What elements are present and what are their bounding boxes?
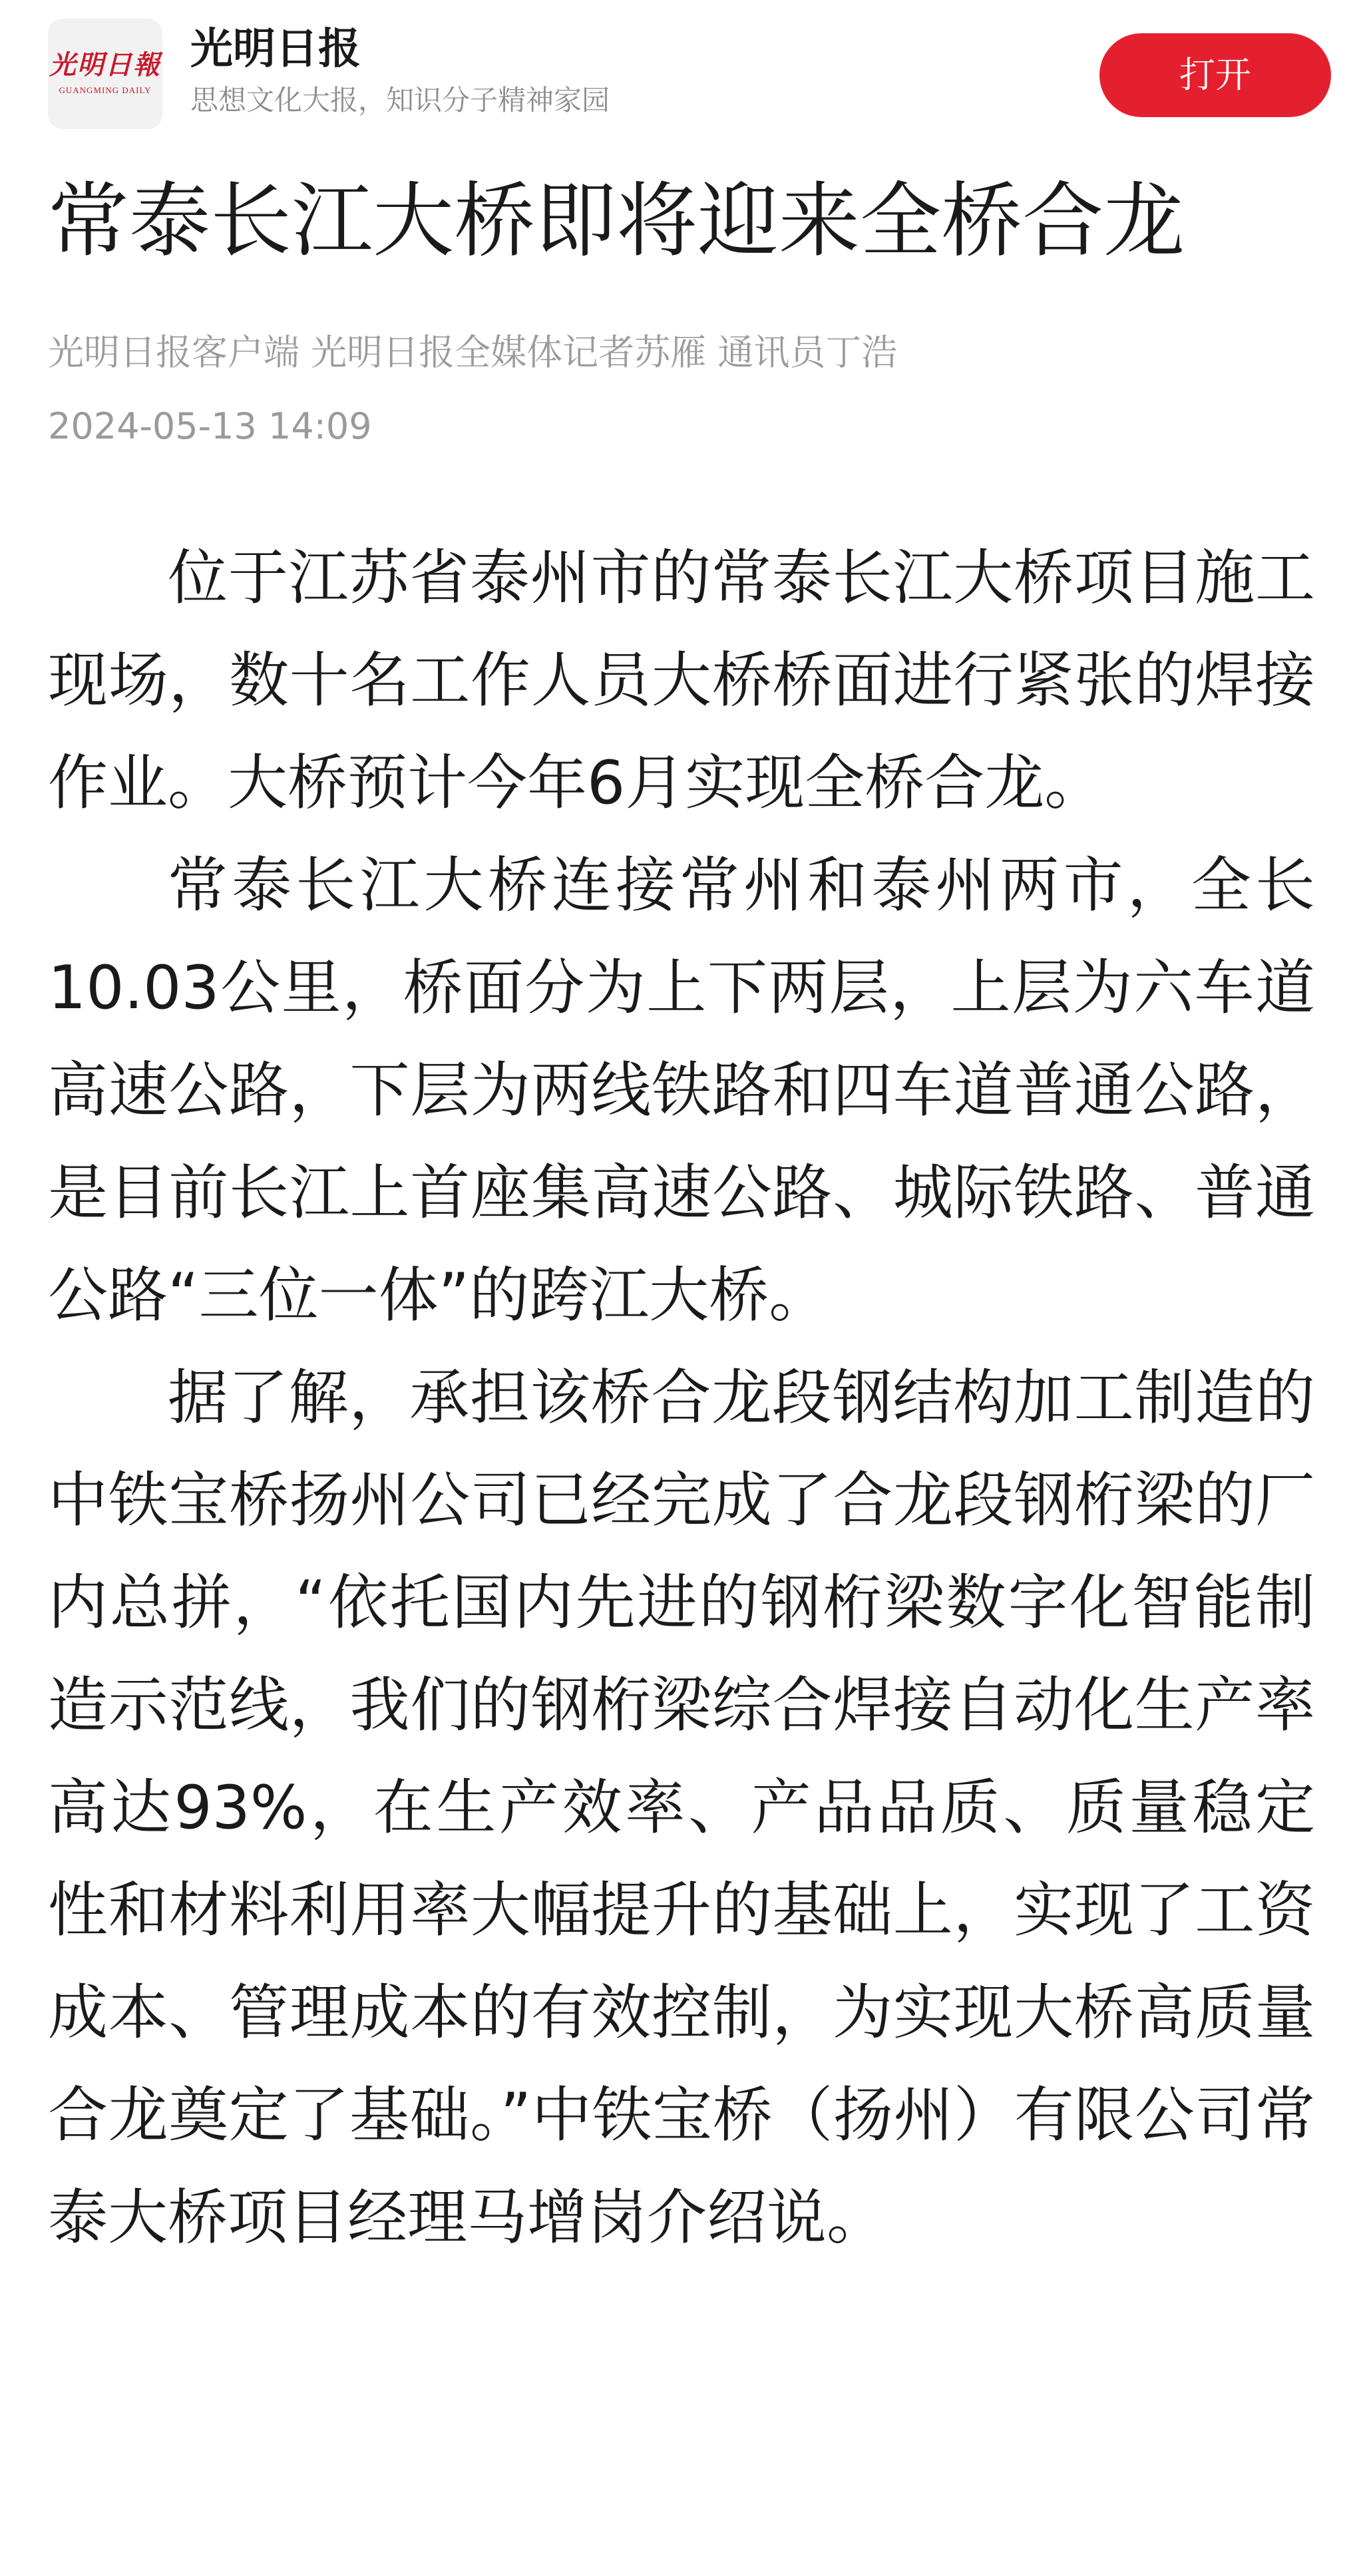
brand-slogan: 思想文化大报，知识分子精神家园 bbox=[190, 84, 610, 116]
open-app-button[interactable]: 打开 bbox=[1099, 33, 1331, 117]
article-paragraph: 常泰长江大桥连接常州和泰州两市，全长10.03公里，桥面分为上下两层，上层为六车道高速公路，下层为两线铁路和四车道普通公路，是目前长江上首座集高速公路、城际铁路、普通公路“三位一体”的跨江大桥。 bbox=[48, 850, 1315, 1330]
app-logo[interactable] bbox=[48, 19, 162, 129]
app-banner bbox=[0, 0, 1363, 146]
article-paragraph: 据了解，承担该桥合龙段钢结构加工制造的中铁宝桥扬州公司已经完成了合龙段钢桁梁的厂内总拼，“依托国内先进的钢桁梁数字化智能制造示范线，我们的钢桁梁综合焊接自动化生产率高达93%，在生产效率、产品品质、质量稳定性和材料利用率大幅提升的基础上，实现了工资成本、管理成本的有效控制，为实现大桥高质量合龙奠定了基础。”中铁宝桥（扬州）有限公司常泰大桥项目经理马增岗介绍说。 bbox=[48, 1363, 1315, 2253]
brand-name: 光明日报 bbox=[190, 24, 361, 74]
article-paragraph: 位于江苏省泰州市的常泰长江大桥项目施工现场，数十名工作人员大桥桥面进行紧张的焊接作业。大桥预计今年6月实现全桥合龙。 bbox=[48, 543, 1315, 818]
logo-mark: 光明日報 bbox=[49, 49, 161, 81]
article-source: 光明日报客户端 光明日报全媒体记者苏雁 通讯员丁浩 bbox=[48, 331, 898, 373]
logo-subtitle: GUANGMING DAILY bbox=[59, 85, 152, 95]
article-title: 常泰长江大桥即将迎来全桥合龙 bbox=[48, 174, 1185, 268]
article-body bbox=[48, 527, 1315, 2269]
article-date: 2024-05-13 14:09 bbox=[48, 405, 372, 447]
